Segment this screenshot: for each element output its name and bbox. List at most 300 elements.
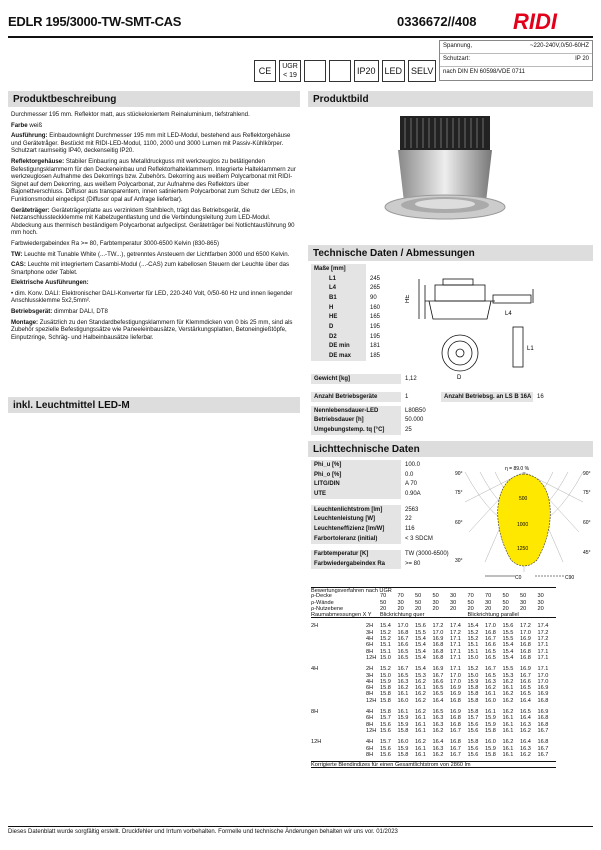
ugr-cell: 50 xyxy=(380,599,387,606)
ugr-cell: 17.0 xyxy=(432,629,444,636)
dim-label: D xyxy=(311,322,366,332)
ugr-cell: ρ-Wände xyxy=(311,599,334,606)
description-paragraph: Farbwiedergabeindex Ra >= 80, Farbtemperatur 3000-6500 Kelvin (830-865) xyxy=(11,239,219,247)
ugr-cell: 16.9 xyxy=(537,709,549,716)
ugr-cell: 2H xyxy=(366,666,374,673)
ugr-cell: 16.1 xyxy=(415,721,426,728)
ugr-cell: 16.8 xyxy=(520,648,531,655)
ugr-cell: 16.8 xyxy=(537,721,549,728)
ugr-cell: 15.6 xyxy=(380,751,391,758)
kv-value: 0.90A xyxy=(405,490,421,497)
ugr-cell: 15.4 xyxy=(415,654,426,661)
description-term: TW: xyxy=(11,250,23,258)
ugr-cell: 15.8 xyxy=(467,691,479,698)
ugr-cell: 16.7 xyxy=(537,727,549,734)
ugr-cell: 16.7 xyxy=(485,666,496,673)
kv-row xyxy=(311,514,451,524)
ugr-cell: 16.2 xyxy=(485,685,496,692)
ugr-title: Bewertungsverfahren nach UGR xyxy=(311,587,556,593)
ugr-cell: 15.3 xyxy=(415,672,426,679)
ugr-cell: 15.8 xyxy=(397,727,409,734)
ugr-cell: 20 xyxy=(537,605,544,612)
ugr-cell: 16.5 xyxy=(397,654,409,661)
ugr-cell: 16.7 xyxy=(397,666,409,673)
ugr-dir-quer: Blickrichtung quer xyxy=(380,612,425,619)
ugr-cell: 15.8 xyxy=(380,691,391,698)
cert-icon-3 xyxy=(329,60,351,82)
ugr-cell: 16.5 xyxy=(485,672,496,679)
spec-row xyxy=(440,41,592,54)
ugr-cell: 6H xyxy=(366,745,374,752)
ugr-cell: 30 xyxy=(432,599,439,606)
ugr-cell: 16.2 xyxy=(432,751,444,758)
kv-value: < 3 SDCM xyxy=(405,535,433,542)
ugr-cell: 30 xyxy=(485,599,492,606)
svg-text:1250: 1250 xyxy=(517,546,529,552)
ugr-cell: 20 xyxy=(397,605,404,612)
ugr-cell: 15.1 xyxy=(380,642,391,649)
ugr-cell: 16.2 xyxy=(415,691,426,698)
description-paragraph: TW: Leuchte mit Tunable White (...-TW...), getrenntes Ansteuern der Lichtfarben 3000 und 6500 Kelvin. xyxy=(11,250,290,258)
ugr-cell: 17.2 xyxy=(520,623,531,630)
ugr-cell: 16.9 xyxy=(520,666,531,673)
svg-text:90°: 90° xyxy=(455,471,463,477)
dim-label: B1 xyxy=(311,293,366,303)
description-paragraph: Reflektorgehäuse: Stabiler Einbauring aus Metalldruckguss mit werkzeuglos zu betätigenden Befestigungsklammern für den Deckeneinbau und Reflektorhalteklammern. Integrierte Halteklammern zur werkzeuglosen Aufnahme des Dekorrings bzw. Zubehörs. Dekorring aus weißem Polycarbonat mit RIDI-Signet auf dem Dekorring, aus weißem Polycarbonat, zur Aufnahme des Reflektors über Bajonettverschluss. Diffusor aus transparentem, innen satiniertem Polycarbonat zum Schutz der LEDs, in Funktionsmodul eingeclipst (Diffusor opal auf Anfrage lieferbar). xyxy=(11,157,296,203)
polar-diagram xyxy=(455,462,593,580)
ugr-cell: 15.0 xyxy=(380,672,391,679)
dim-value: 165 xyxy=(370,314,381,321)
ugr-cell: 16.7 xyxy=(450,727,461,734)
ugr-cell: 15.5 xyxy=(502,629,514,636)
elec-row xyxy=(311,415,451,425)
elec-value: 1 xyxy=(405,393,409,400)
ugr-cell: 16.1 xyxy=(485,691,496,698)
kv-label: Phi_u [%] xyxy=(311,460,401,470)
elec-value: 50.000 xyxy=(405,417,424,424)
ugr-cell: 16.3 xyxy=(485,678,496,685)
ugr-cell: 15.5 xyxy=(502,666,514,673)
ugr-cell: 16.7 xyxy=(450,745,461,752)
ugr-cell: 30 xyxy=(450,593,457,600)
description-paragraph: • dim. Konv. DALI: Elektronischer DALI-Konverter für LED, 220-240 Volt, 0/50-60 Hz und innen liegender Anschlussklemme 5x2,5mm². xyxy=(11,289,293,305)
ugr-cell: 15.8 xyxy=(485,727,496,734)
ugr-cell: 15.2 xyxy=(380,666,391,673)
kv-value: 0.0 xyxy=(405,471,414,478)
ugr-cell: 15.5 xyxy=(502,636,514,643)
kv-label: Leuchtenleistung [W] xyxy=(311,514,401,524)
ugr-cell: 16.4 xyxy=(520,697,531,704)
dim-label: D2 xyxy=(311,332,366,342)
ugr-cell: 8H xyxy=(366,691,374,698)
ugr-cell: 16.6 xyxy=(397,642,409,649)
dims-header: Maße [mm] xyxy=(311,264,366,274)
ugr-cell: 15.6 xyxy=(502,623,514,630)
dim-label: L1 xyxy=(311,274,366,284)
cert-icon-0: CE xyxy=(254,60,276,82)
ugr-cell: 15.8 xyxy=(467,685,479,692)
ugr-cell: 4H xyxy=(311,666,319,673)
ugr-cell: 16.6 xyxy=(520,678,531,685)
kv-label: Leuchtenlichtstrom [lm] xyxy=(311,505,401,515)
ugr-dir-parallel: Blickrichtung parallel xyxy=(467,612,519,619)
ugr-cell: 15.2 xyxy=(467,636,479,643)
description-paragraph: Farbe weiß xyxy=(11,121,43,129)
ugr-cell: 15.5 xyxy=(415,629,426,636)
ugr-cell: 8H xyxy=(366,751,374,758)
ugr-cell: 15.6 xyxy=(380,727,391,734)
ugr-cell: 16.8 xyxy=(537,697,549,704)
elec-row xyxy=(311,425,451,435)
header-rule xyxy=(8,36,593,38)
ugr-cell: 16.2 xyxy=(502,691,514,698)
ugr-cell: 16.5 xyxy=(520,709,531,716)
elec-label: Betriebsdauer [h] xyxy=(311,415,401,425)
kv-value: TW (3000-6500) xyxy=(405,551,449,558)
light-group xyxy=(311,460,451,499)
ugr-cell: 50 xyxy=(415,599,422,606)
product-photo xyxy=(380,112,510,232)
ugr-cell: 15.9 xyxy=(485,745,496,752)
ugr-cell: 16.2 xyxy=(502,709,514,716)
kv-label: Leuchteneffizienz [lm/W] xyxy=(311,524,401,534)
ugr-cell: 17.1 xyxy=(537,642,549,649)
ugr-cell: 16.2 xyxy=(397,685,409,692)
ugr-cell: 17.1 xyxy=(450,654,461,661)
ugr-cell: 16.2 xyxy=(415,739,426,746)
ugr-cell: 15.9 xyxy=(380,678,391,685)
ugr-cell: 16.5 xyxy=(432,709,444,716)
ugr-cell: 16.3 xyxy=(520,721,531,728)
ugr-cell: 16.0 xyxy=(485,697,496,704)
cert-icon-4: IP20 xyxy=(354,60,379,82)
ugr-cell: 3H xyxy=(366,672,374,679)
ugr-cell: 15.8 xyxy=(397,751,409,758)
description-term: Geräteträger: xyxy=(11,206,50,214)
description-term: Betriebsgerät: xyxy=(11,308,53,316)
dim-value: 265 xyxy=(370,285,381,292)
ugr-cell xyxy=(311,698,366,704)
ugr-cell: 15.8 xyxy=(467,697,479,704)
product-code: 0336672//408 xyxy=(397,14,477,29)
ugr-cell: 8H xyxy=(311,709,319,716)
ugr-cell: 6H xyxy=(366,715,374,722)
ugr-cell: 70 xyxy=(397,593,404,600)
ugr-cell: 12H xyxy=(311,739,322,746)
description-term: Ausführung: xyxy=(11,132,48,140)
ugr-cell: 50 xyxy=(502,593,509,600)
description-term: Reflektorgehäuse: xyxy=(11,157,65,165)
kv-row xyxy=(311,460,451,470)
ugr-cell: 20 xyxy=(467,605,474,612)
ugr-cell: 16.7 xyxy=(520,672,531,679)
ugr-cell: 15.4 xyxy=(502,642,514,649)
ugr-cell: 20 xyxy=(415,605,422,612)
ugr-cell: 30 xyxy=(537,599,544,606)
ugr-cell: 70 xyxy=(485,593,492,600)
ugr-cell: 16.5 xyxy=(485,654,496,661)
ugr-cell: 16.0 xyxy=(485,739,496,746)
ugr-cell: 50 xyxy=(502,599,509,606)
description-term: Farbe xyxy=(11,121,28,129)
ugr-cell: 16.3 xyxy=(432,745,444,752)
ugr-cell: 17.0 xyxy=(450,672,461,679)
ugr-cell: 20 xyxy=(502,605,509,612)
ugr-cell: 15.7 xyxy=(380,715,391,722)
ugr-cell: 16.7 xyxy=(537,745,549,752)
section-technical-data: Technische Daten / Abmessungen xyxy=(308,245,593,261)
ugr-cell: 15.9 xyxy=(397,745,409,752)
description-term: CAS: xyxy=(11,261,26,269)
ugr-cell: 16.3 xyxy=(520,745,531,752)
spec-value: IP 20 xyxy=(575,56,589,62)
kv-row xyxy=(311,470,451,480)
ugr-row xyxy=(311,698,556,704)
ugr-cell: 15.1 xyxy=(380,648,391,655)
svg-text:60°: 60° xyxy=(455,520,463,526)
description-paragraph: Durchmesser 195 mm. Reflektor matt, aus stückeloxiertem Reinaluminium, tiefstrahlend. xyxy=(11,111,250,118)
ugr-cell: 8H xyxy=(366,648,374,655)
dim-value: 185 xyxy=(370,353,381,360)
lighting-table xyxy=(311,460,451,569)
ugr-cell: 15.8 xyxy=(380,697,391,704)
ugr-cell: 16.4 xyxy=(432,739,444,746)
ugr-cell: 15.8 xyxy=(467,709,479,716)
ugr-cell: 16.1 xyxy=(502,685,514,692)
ugr-cell: 15.8 xyxy=(485,751,496,758)
ugr-cell: 6H xyxy=(366,685,374,692)
ugr-cell: 17.4 xyxy=(537,623,549,630)
ugr-cell: 16.8 xyxy=(432,648,444,655)
ugr-cell: 16.7 xyxy=(397,636,409,643)
weight-value: 1,12 xyxy=(405,375,417,382)
kv-label: Farbwiedergabeindex Ra xyxy=(311,559,401,569)
kv-row xyxy=(311,479,451,489)
ugr-cell: 16.2 xyxy=(520,751,531,758)
polar-eta: η = 89.0 % xyxy=(505,466,530,472)
ugr-cell: 16.0 xyxy=(397,739,409,746)
ugr-cell: 16.7 xyxy=(450,751,461,758)
svg-text:HE: HE xyxy=(405,294,411,303)
dim-label: L4 xyxy=(311,283,366,293)
spec-row xyxy=(440,54,592,67)
ugr-cell: 3H xyxy=(366,629,374,636)
description-term: Montage: xyxy=(11,318,39,326)
ugr-cell: 15.6 xyxy=(467,751,479,758)
ugr-cell: 16.5 xyxy=(520,685,531,692)
ugr-cell: 17.1 xyxy=(537,666,549,673)
ugr-cell: 15.4 xyxy=(467,623,479,630)
ugr-cell: 16.2 xyxy=(502,678,514,685)
ugr-cell: 15.4 xyxy=(502,648,514,655)
ugr-cell: 30 xyxy=(397,599,404,606)
ugr-cell: 16.5 xyxy=(397,648,409,655)
ugr-cell: 70 xyxy=(467,593,474,600)
kv-label: Farbtemperatur [K] xyxy=(311,550,401,560)
kv-value: 100.0 xyxy=(405,461,421,468)
certification-icons xyxy=(254,60,436,82)
kv-value: 22 xyxy=(405,516,412,523)
svg-text:45°: 45° xyxy=(583,550,591,556)
ugr-cell: 50 xyxy=(520,593,527,600)
ugr-cell: 15.6 xyxy=(380,745,391,752)
ugr-cell: 4H xyxy=(366,709,374,716)
ugr-cell: 16.9 xyxy=(432,636,444,643)
ugr-cell: 17.0 xyxy=(485,623,496,630)
ugr-cell: 70 xyxy=(380,593,387,600)
ugr-cell: 50 xyxy=(415,593,422,600)
ugr-cell: 15.1 xyxy=(467,642,479,649)
ugr-cell: 16.9 xyxy=(537,691,549,698)
ugr-cell: 15.9 xyxy=(397,715,409,722)
ugr-cell: 16.7 xyxy=(485,636,496,643)
ugr-cell: 16.1 xyxy=(502,751,514,758)
ugr-cell: 17.2 xyxy=(432,623,444,630)
ugr-cell: 16.1 xyxy=(502,715,514,722)
kv-row xyxy=(311,524,451,534)
ugr-cell: 16.7 xyxy=(537,751,549,758)
description-paragraph: Geräteträger: Geräteträgerplatte aus verzinktem Stahlblech, trägt das Betriebsgerät, die Netzanschlussteckklemme mit Kabelzugentlastung und die Verbindungsleitung zum LED-Modul. Abdeckung aus thermisch beständigem Polycarbonat aufgeclipst. Geräteträger bei Notlichtausführung 90 mm hoch. xyxy=(11,206,295,237)
ugr-cell: 4H xyxy=(366,636,374,643)
ballast-count-label: Anzahl Betriebsg. an LS B 16A xyxy=(441,392,533,402)
ugr-cell: 16.1 xyxy=(397,709,409,716)
ugr-cell: 6H xyxy=(366,642,374,649)
dim-label: H xyxy=(311,303,366,313)
svg-text:C0: C0 xyxy=(515,575,522,580)
ugr-cell: 15.2 xyxy=(467,629,479,636)
ugr-room-label: Raumabmessungen X Y xyxy=(311,612,372,619)
ugr-cell: 16.6 xyxy=(432,678,444,685)
ugr-row xyxy=(311,728,556,734)
ugr-cell: 50 xyxy=(467,599,474,606)
ugr-cell: 16.2 xyxy=(415,678,426,685)
ugr-cell: 16.5 xyxy=(397,672,409,679)
description-paragraph xyxy=(11,279,299,287)
ugr-cell: 16.9 xyxy=(520,636,531,643)
ballast-count-value: 16 xyxy=(537,393,544,400)
description-term: Elektrische Ausführungen: xyxy=(11,279,89,287)
ugr-cell: 16.1 xyxy=(415,751,426,758)
ugr-cell: 16.8 xyxy=(537,715,549,722)
svg-text:L1: L1 xyxy=(527,346,534,352)
ugr-cell: 16.1 xyxy=(415,745,426,752)
svg-text:90°: 90° xyxy=(583,471,591,477)
svg-text:30°: 30° xyxy=(455,558,463,564)
ugr-cell: 16.2 xyxy=(502,697,514,704)
description-paragraph: CAS: Leuchte mit integriertem Casambi-Modul (...-CAS) zum kabellosen Steuern der Leuchte über das Smartphone oder Tablet. xyxy=(11,261,290,276)
ugr-cell: 16.7 xyxy=(432,672,444,679)
dim-value: 245 xyxy=(370,275,381,282)
description-paragraph: Montage: Zusätzlich zu den Standardbefestigungsklammern für Klemmdicken von 0 bis 25 mm, sind als Zubehör spezielle Befestigungssätze wie Paneeleinbausätze, Verstärkungsplatten, Betoneingießtöpfe, Einputzringe, Schräg- und Halbeinbausätze lieferbar. xyxy=(11,318,293,341)
ugr-cell: 20 xyxy=(380,605,387,612)
elec-label: Umgebungstemp. tq [°C] xyxy=(311,425,401,435)
ugr-cell: 20 xyxy=(432,605,439,612)
ugr-row xyxy=(311,655,556,661)
ugr-cell: 17.1 xyxy=(450,636,461,643)
product-title: EDLR 195/3000-TW-SMT-CAS xyxy=(8,14,182,29)
electrical-table xyxy=(311,392,451,435)
ugr-cell: 17.2 xyxy=(450,629,461,636)
ugr-cell: 16.1 xyxy=(485,709,496,716)
svg-text:60°: 60° xyxy=(583,520,591,526)
spec-label: Schutzart: xyxy=(443,56,471,62)
cert-icon-1: UGR < 19 xyxy=(279,60,301,82)
section-included: inkl. Leuchtmittel LED-M xyxy=(8,397,300,413)
ugr-cell: 16.1 xyxy=(415,727,426,734)
ugr-cell: 15.9 xyxy=(485,721,496,728)
ugr-cell: 12H xyxy=(366,727,377,734)
description-paragraph: Ausführung: Einbaudownlight Durchmesser 195 mm mit LED-Modul, bestehend aus Reflektorgehäuse und Gerätetråger. Bestückt mit RIDI-LED-Modul, 1100, 2000 und 3000 Lumen mit Passiv-Kühlkörper. Schutzart raumseitig IP40, deckenseitig IP20. xyxy=(11,132,291,155)
weight-label: Gewicht [kg] xyxy=(311,374,401,384)
ugr-cell: 15.8 xyxy=(380,709,391,716)
ugr-cell: 16.4 xyxy=(432,697,444,704)
ugr-cell: 17.4 xyxy=(450,623,461,630)
ugr-cell: 16.2 xyxy=(502,739,514,746)
ugr-cell: 15.4 xyxy=(380,623,391,630)
ugr-cell: 16.2 xyxy=(415,697,426,704)
ugr-cell: 15.9 xyxy=(467,678,479,685)
ugr-cell: 16.2 xyxy=(520,727,531,734)
elec-value: 25 xyxy=(405,426,412,433)
ugr-cell: 15.6 xyxy=(467,727,479,734)
kv-label: Farbortoleranz (initial) xyxy=(311,534,401,544)
light-group xyxy=(311,550,451,569)
spec-box xyxy=(439,40,593,81)
spec-row xyxy=(440,67,592,80)
ugr-cell: 16.8 xyxy=(485,629,496,636)
ugr-cell: 16.1 xyxy=(502,745,514,752)
ugr-cell: 17.1 xyxy=(450,648,461,655)
section-lighting-data: Lichttechnische Daten xyxy=(308,441,593,457)
ugr-cell: 15.4 xyxy=(415,642,426,649)
ugr-cell: 16.9 xyxy=(432,666,444,673)
kv-row xyxy=(311,534,451,544)
ugr-cell: 15.0 xyxy=(467,672,479,679)
ugr-cell: 16.8 xyxy=(450,715,461,722)
ugr-cell: 15.2 xyxy=(380,629,391,636)
ugr-cell: 17.2 xyxy=(537,636,549,643)
ugr-cell: 15.6 xyxy=(380,721,391,728)
dims-header-row xyxy=(311,264,441,274)
ugr-cell: 17.0 xyxy=(397,623,409,630)
ugr-cell: 17.2 xyxy=(537,629,549,636)
ugr-cell: 16.9 xyxy=(450,709,461,716)
ugr-cell: 15.6 xyxy=(467,745,479,752)
elec-label: Anzahl Betriebsgeräte xyxy=(311,392,401,402)
ugr-cell: 4H xyxy=(366,678,374,685)
section-description: Produktbeschreibung xyxy=(8,91,300,107)
dim-value: 195 xyxy=(370,323,381,330)
kv-label: UTE xyxy=(311,489,401,499)
ugr-cell: 17.1 xyxy=(450,666,461,673)
ugr-cell: 16.0 xyxy=(397,697,409,704)
ugr-cell: 15.0 xyxy=(467,654,479,661)
ugr-cell: 16.1 xyxy=(502,727,514,734)
kv-row xyxy=(311,505,451,515)
svg-text:1000: 1000 xyxy=(517,522,529,528)
ugr-cell: 50 xyxy=(432,593,439,600)
ugr-cell: 16.8 xyxy=(432,642,444,649)
dimension-drawing xyxy=(405,275,555,385)
spec-label: nach DIN EN 60598/VDE 0711 xyxy=(443,69,525,75)
kv-label: Phi_o [%] xyxy=(311,470,401,480)
cert-icon-5: LED xyxy=(382,60,406,82)
ugr-cell: 16.1 xyxy=(415,715,426,722)
ugr-cell: 17.0 xyxy=(537,678,549,685)
svg-text:C90: C90 xyxy=(565,575,575,580)
footer-note: Dieses Datenblatt wurde sorgfältig erstellt. Druckfehler und Irrtum vorbehalten. Formelle und technische Änderungen behalten wir uns vor. 01/2023 xyxy=(8,826,593,835)
ugr-cell xyxy=(311,752,366,758)
